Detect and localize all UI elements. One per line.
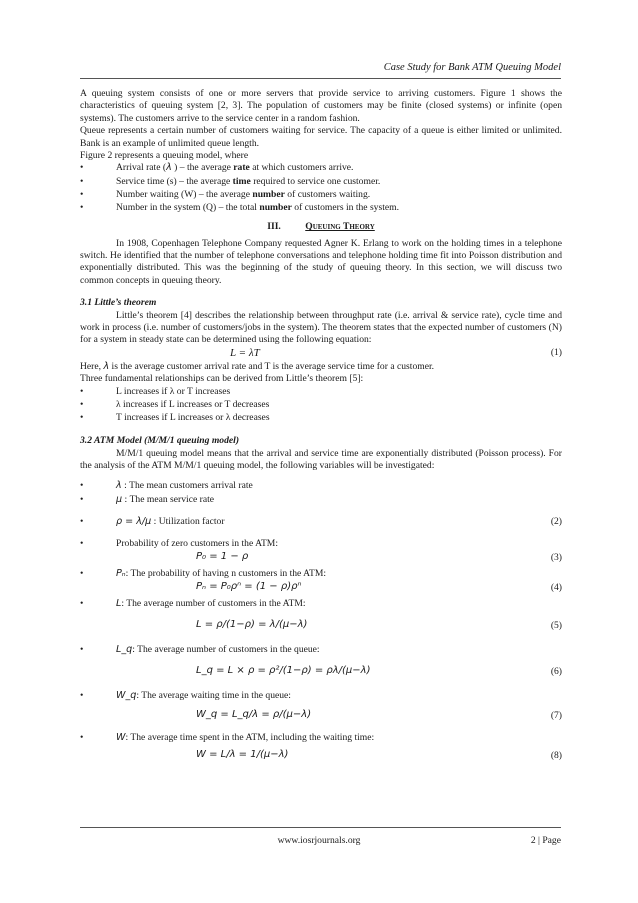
bullet-icon: • — [80, 494, 84, 506]
page-content — [80, 88, 562, 768]
bullet-icon: • — [80, 538, 84, 550]
atm-paragraph: M/M/1 queuing model means that the arrival and service time are exponentially distributed (Poisson process). For the analysis of the ATM M/M/1 queuing model, the following variables will be investigated: — [80, 447, 562, 472]
list-item: • Number waiting (W) – the average number of customers waiting. — [80, 188, 371, 200]
list-item: • L_q: The average number of customers in the queue: L_q = L × ρ = ρ²/(1−ρ) = ρλ/(μ−λ) (6) — [80, 644, 562, 678]
bullet-icon: • — [80, 568, 84, 580]
equation-number: (3) — [550, 552, 562, 564]
bullet-icon: • — [80, 175, 84, 187]
footer-url: www.iosrjournals.org — [277, 835, 361, 846]
bullet-icon: • — [80, 398, 84, 410]
equation-number: (8) — [550, 750, 562, 762]
subsection-heading-atm: 3.2 ATM Model (M/M/1 queuing model) — [80, 435, 240, 447]
list-item: • T increases if L increases or λ decreases — [80, 412, 270, 424]
section-title: Queuing Theory — [305, 221, 375, 233]
bullet-icon: • — [80, 188, 84, 200]
here-paragraph: Here, λ is the average customer arrival rate and T is the average service time for a customer. — [80, 360, 435, 372]
intro-paragraph-2: Queue represents a certain number of customers waiting for service. The capacity of a queue is either limited or unlimited. Bank is an example of unlimited queue length. — [80, 125, 562, 149]
section-number: III. — [267, 221, 281, 233]
list-item: • μ : The mean service rate — [80, 494, 214, 506]
formula: L_q = L × ρ = ρ²/(1−ρ) = ρλ/(μ−λ) — [196, 664, 371, 676]
atm-variables-list — [80, 480, 562, 768]
intro-paragraph-3: Figure 2 represents a queuing model, where — [80, 150, 249, 162]
bullet-icon: • — [80, 162, 84, 174]
list-item: • Number in the system (Q) – the total number of customers in the system. — [80, 202, 399, 213]
little-relations-list — [80, 386, 562, 426]
header-divider — [80, 78, 561, 79]
bullet-icon: • — [80, 732, 84, 744]
list-item: • Arrival rate (λ ) – the average rate at which customers arrive. — [80, 162, 354, 174]
formula: W = L/λ = 1/(μ−λ) — [196, 748, 289, 760]
running-header: Case Study for Bank ATM Queuing Model — [383, 62, 561, 73]
little-paragraph: Little’s theorem [4] describes the relationship between throughput rate (i.e. arrival & service rate), cycle time and work in process (i.e. number of customers/jobs in the system). The theorem states that the expected number of customers (N) for a system in steady state can be determined using the following equation: — [80, 309, 562, 346]
list-item: • W_q: The average waiting time in the queue: W_q = L_q/λ = ρ/(μ−λ) (7) — [80, 690, 562, 722]
list-item: • L increases if λ or T increases — [80, 385, 231, 397]
bullet-icon: • — [80, 480, 84, 492]
bullet-icon: • — [80, 412, 84, 424]
list-item: • L: The average number of customers in the ATM: L = ρ/(1−ρ) = λ/(μ−λ) (5) — [80, 598, 562, 632]
bullet-icon: • — [80, 644, 84, 656]
list-item: • Probability of zero customers in the ATM: P₀ = 1 − ρ (3) — [80, 538, 562, 564]
equation-number: (4) — [550, 582, 562, 594]
bullet-icon: • — [80, 202, 84, 213]
three-relationships: Three fundamental relationships can be derived from Little’s theorem [5]: — [80, 373, 364, 385]
bullet-icon: • — [80, 516, 84, 528]
bullet-icon: • — [80, 598, 84, 610]
equation-number: (7) — [550, 710, 562, 722]
bullet-icon: • — [80, 690, 84, 702]
list-item: • Pₙ: The probability of having n customers in the ATM: Pₙ = P₀ρⁿ = (1 − ρ)ρⁿ (4) — [80, 568, 562, 594]
page-number: 2 | Page — [530, 835, 561, 846]
list-item: • Service time (s) – the average time required to service one customer. — [80, 175, 381, 187]
equation-number: (6) — [550, 666, 562, 678]
bullet-icon: • — [80, 385, 84, 397]
list-item: • W: The average time spent in the ATM, including the waiting time: W = L/λ = 1/(μ−λ) (8) — [80, 732, 562, 762]
formula: P₀ = 1 − ρ — [196, 550, 249, 562]
equation-number: (2) — [550, 516, 562, 528]
formula: Pₙ = P₀ρⁿ = (1 − ρ)ρⁿ — [196, 580, 302, 592]
equation-number: (1) — [550, 346, 562, 358]
subsection-heading-little: 3.1 Little’s theorem — [80, 297, 157, 309]
list-item: • λ increases if L increases or T decreases — [80, 398, 270, 410]
list-item: • ρ = λ/μ : Utilization factor (2) — [80, 516, 562, 528]
equation-row — [80, 347, 562, 361]
list-item: • λ : The mean customers arrival rate — [80, 480, 253, 492]
formula: L = ρ/(1−ρ) = λ/(μ−λ) — [196, 618, 308, 630]
queue-model-list — [80, 162, 562, 215]
formula: W_q = L_q/λ = ρ/(μ−λ) — [196, 708, 312, 720]
section-paragraph: In 1908, Copenhagen Telephone Company requested Agner K. Erlang to work on the holding times in a telephone switch. He identified that the number of telephone conversations and telephone holding time fit into Poisson distribution and exponentially distributed. This was the beginning of the study of queuing theory. In this section, we will discuss two common concepts in queuing theory. — [80, 237, 562, 286]
little-equation: L = λT — [230, 346, 260, 359]
footer-divider — [80, 827, 561, 828]
section-heading — [80, 221, 562, 233]
intro-paragraph-1: A queuing system consists of one or more servers that provide service to arriving customers. Figure 1 shows the characteristics of queuing system [2, 3]. The population of customers may be finite (closed systems) or infinite (open systems). The customers arrive to the service center in a random fashion. — [80, 88, 562, 124]
equation-number: (5) — [550, 620, 562, 632]
